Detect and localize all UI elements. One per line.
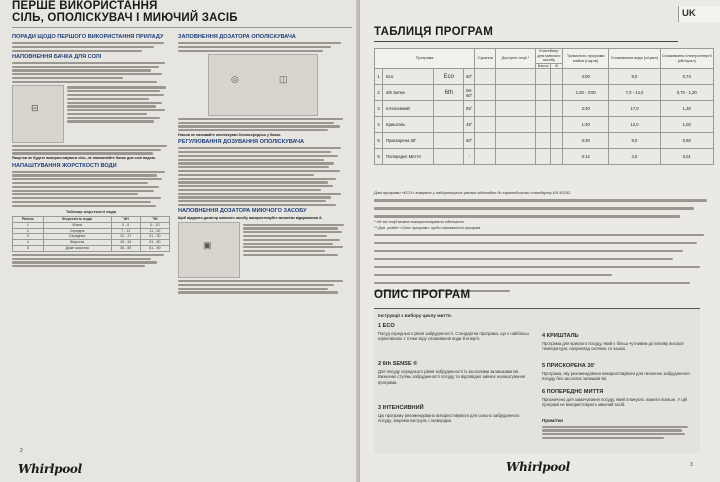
detergent-b-cell <box>551 149 563 165</box>
program-energy: 0,74 <box>660 69 714 85</box>
header-detergent-b: B <box>551 63 563 69</box>
drying-cell <box>475 117 496 133</box>
detergent-b-cell <box>551 101 563 117</box>
program-duration: 2:40 <box>563 101 609 117</box>
table-row: 4 Жорстка 18 - 34 31 - 60 <box>13 240 170 246</box>
program-crystal-desc: 4 КРИШТАЛЬ Програма для крихкого посуду, який є більш чутливим до впливу високої температури, наприклад скляних та чашок. <box>542 333 684 352</box>
heading-rinse-aid-fill: ЗАПОВНЕННЯ ДОЗАТОРА ОПОЛІСКУВАЧА <box>178 34 296 40</box>
drying-cell <box>475 101 496 117</box>
detergent-a-cell <box>535 117 551 133</box>
water-hardness-table-title: Таблиця жорсткості води <box>65 208 117 214</box>
program-icon <box>434 117 464 133</box>
heading-water-hardness: НАПАШТУВАННЯ ЖОРСТКОСТІ ВОДИ <box>12 162 117 169</box>
program-energy: 0,01 <box>660 149 714 165</box>
right-page <box>360 0 720 482</box>
program-water: 9,0 <box>609 133 660 149</box>
detergent-b-cell <box>551 117 563 133</box>
program-number: 2 <box>375 85 383 101</box>
header-water: Споживання води (л/цикл) <box>609 49 660 69</box>
detergent-dispenser-illustration <box>178 222 240 278</box>
salt-warning: Якщо ви не будете використовувати сіль, не наповнюйте бачок для солі водою. <box>12 156 156 161</box>
program-temperature: - <box>464 149 475 165</box>
left-column-1 <box>12 32 170 269</box>
program-name: Кришталь <box>383 117 434 133</box>
water-hardness-table: Рівень Жорсткість води °dH °fH 1 М'яка 0 - 6 0 - 10 2 Середня 7 - 11 11 - 20 3 Середньо 12 - 17 21 - 30 4 Жорстка 18 - 34 31 - 60 5 Дуже жорстка 35 - 50 61 - 90 <box>12 216 170 252</box>
program-water: 7,0 - 14,0 <box>609 85 660 101</box>
rinse-aid-illustration <box>208 54 318 116</box>
program-name: Прискорена 30' <box>383 133 434 149</box>
options-cell <box>496 85 535 101</box>
detergent-a-cell <box>535 69 551 85</box>
detergent-box-icon: ▣ <box>203 240 212 250</box>
program-water: 4,0 <box>609 149 660 165</box>
page-number-left: 2 <box>20 448 23 454</box>
program-name: Eco <box>383 69 434 85</box>
header-detergent: Контейнер для миючого засобу <box>535 49 562 64</box>
program-icon: 6th <box>434 85 464 101</box>
language-tab: UK <box>678 6 720 22</box>
table-row <box>375 69 714 85</box>
drying-cell <box>475 149 496 165</box>
program-temperature: 45° <box>464 117 475 133</box>
header-energy: Споживання електроенергії (кВт/цикл) <box>660 49 714 69</box>
title-rule-right <box>374 41 678 42</box>
program-duration: 1:40 <box>563 117 609 133</box>
remarks: Примітки <box>542 417 694 441</box>
dishwasher-basket-icon: ⊟ <box>31 102 39 113</box>
program-temperature: 50° <box>464 133 475 149</box>
description-intro: Інструкції з вибору циклу миття. <box>378 313 452 318</box>
header-options: Доступні опції * <box>496 49 535 69</box>
program-energy: 1,00 <box>660 117 714 133</box>
program-number: 5 <box>375 133 383 149</box>
drying-cell <box>475 69 496 85</box>
program-duration: 0:12 <box>563 149 609 165</box>
table-row: 1 М'яка 0 - 6 0 - 10 <box>13 222 170 228</box>
table-row <box>375 117 714 133</box>
programme-table <box>374 48 714 165</box>
left-page-title <box>12 0 352 25</box>
table-row <box>375 101 714 117</box>
note-options: * Не всі опції можна використовувати одночасно. <box>374 219 465 225</box>
header-drying: Сушіння <box>475 49 496 69</box>
detergent-a-cell <box>535 85 551 101</box>
program-icon <box>434 133 464 149</box>
dispenser-icon: ◫ <box>279 73 288 84</box>
drying-cell <box>475 133 496 149</box>
detergent-b-cell <box>551 85 563 101</box>
options-cell <box>496 117 535 133</box>
detergent-b-cell <box>551 133 563 149</box>
table-row <box>375 85 714 101</box>
options-cell <box>496 69 535 85</box>
options-cell <box>496 149 535 165</box>
header-programme: Програма <box>375 49 475 69</box>
program-eco-desc: 1 ECO Посуд середнього рівня забрудненості. Стандартна програма, що є найбільш ефективною з точки зору споживання води й енергії. <box>378 323 529 342</box>
heading-first-use-tips: ПОРАДИ ЩОДО ПЕРШОГО ВИКОРИСТАННЯ ПРИЛАДУ <box>12 34 164 40</box>
note-duration: ** Див. розділ «Опис програм» щодо тривалості програм. <box>374 224 482 230</box>
heading-detergent-fill: НАПОВНЕННЯ ДОЗАТОРА МИЮЧОГО ЗАСОБУ <box>178 208 307 215</box>
options-cell <box>496 133 535 149</box>
program-icon <box>434 101 464 117</box>
table-row: 3 Середньо 12 - 17 21 - 30 <box>13 234 170 240</box>
program-prewash-desc: 6 ПОПЕРЕДНЄ МИТТЯ Призначено для замочування посуду, який планують помити пізніше. У цій програмі не використовують миючий засіб. <box>542 389 687 408</box>
detergent-a-cell <box>535 149 551 165</box>
program-6thsense-desc: 2 6th SENSE ® Для посуду середнього рівня забрудненості із засохлими залишками їжі. Визначає ступінь забрудненості посуду та відповідно змінює налаштування програми. <box>378 361 526 385</box>
program-duration: 4:00 <box>563 69 609 85</box>
program-water: 12,0 <box>609 117 660 133</box>
program-number: 6 <box>375 149 383 165</box>
program-duration: 1:20 - 3:00 <box>563 85 609 101</box>
whirlpool-logo-right: Whirlpool <box>506 460 570 474</box>
detergent-a-cell <box>535 101 551 117</box>
program-number: 1 <box>375 69 383 85</box>
program-number: 4 <box>375 117 383 133</box>
program-temperature: 50-60° <box>464 85 475 101</box>
header-duration: Тривалість програми мийки (год:хв) <box>563 49 609 69</box>
program-temperature: 50° <box>464 69 475 85</box>
page-number-right: 3 <box>690 462 693 468</box>
program-temperature: 65° <box>464 101 475 117</box>
rinse-aid-warning: Ніколи не наливайте ополіскувач безпосередньо у бачок. <box>178 132 282 137</box>
detergent-note: Щоб відкрити дозатор миючого засобу використовуйте механізм відкривання A. <box>178 215 323 220</box>
program-quick-desc: 5 ПРИСКОРЕНА 30' Програма, яку рекомендовано використовувати для незначно забрудненого посуду без засохлих залишків їжі. <box>542 363 690 382</box>
table-row: 5 Дуже жорстка 35 - 50 61 - 90 <box>13 246 170 252</box>
drying-cell <box>475 85 496 101</box>
rinse-aid-cap-icon: ◎ <box>231 73 239 84</box>
detergent-b-cell <box>551 69 563 85</box>
programme-table-title: ТАБЛИЦЯ ПРОГРАМ <box>374 26 494 38</box>
title-line-2: СІЛЬ, ОПОЛІСКУВАЧ І МИЮЧИЙ ЗАСІБ <box>12 12 238 24</box>
program-energy: 0,70 - 1,20 <box>660 85 714 101</box>
table-row: 2 Середня 7 - 11 11 - 20 <box>13 228 170 234</box>
programme-description-box <box>374 308 700 453</box>
program-name: Інтенсивний <box>383 101 434 117</box>
title-line-1: ПЕРШЕ ВИКОРИСТАННЯ <box>12 0 158 12</box>
programme-description-title: ОПИС ПРОГРАМ <box>374 289 471 301</box>
program-name: Попереднє Миття <box>383 149 434 165</box>
program-intensive-desc: 3 ІНТЕНСИВНИЙ Цю програму рекомендовано використовувати для сильно забрудненого посуду, зокрема каструль і сковорідок. <box>378 405 520 424</box>
heading-rinse-aid-adjust: РЕГУЛЮВАННЯ ДОЗУВАННЯ ОПОЛІСКУВАЧА <box>178 139 305 146</box>
program-name: 6th Sense <box>383 85 434 101</box>
title-rule <box>12 27 352 28</box>
table-row <box>375 133 714 149</box>
detergent-a-cell <box>535 133 551 149</box>
salt-tank-illustration <box>12 85 64 143</box>
program-icon <box>434 149 464 165</box>
program-energy: 0,50 <box>660 133 714 149</box>
whirlpool-logo-left: Whirlpool <box>18 462 82 476</box>
program-icon: Eco <box>434 69 464 85</box>
options-cell <box>496 101 535 117</box>
program-energy: 1,30 <box>660 101 714 117</box>
programme-notes <box>374 190 714 294</box>
program-water: 9,0 <box>609 69 660 85</box>
left-column-2 <box>178 32 348 295</box>
program-number: 3 <box>375 101 383 117</box>
heading-salt-tank: НАПОВНЕННЯ БАЧКА ДЛЯ СОЛІ <box>12 53 102 60</box>
header-detergent-a: Бачок <box>535 63 551 69</box>
program-water: 17,0 <box>609 101 660 117</box>
table-row <box>375 149 714 165</box>
note-eco: Дані програми «ECO» виміряно у лабораторних умовах відповідно до європейського стандарту EN 50242. <box>374 190 572 195</box>
program-duration: 0:30 <box>563 133 609 149</box>
